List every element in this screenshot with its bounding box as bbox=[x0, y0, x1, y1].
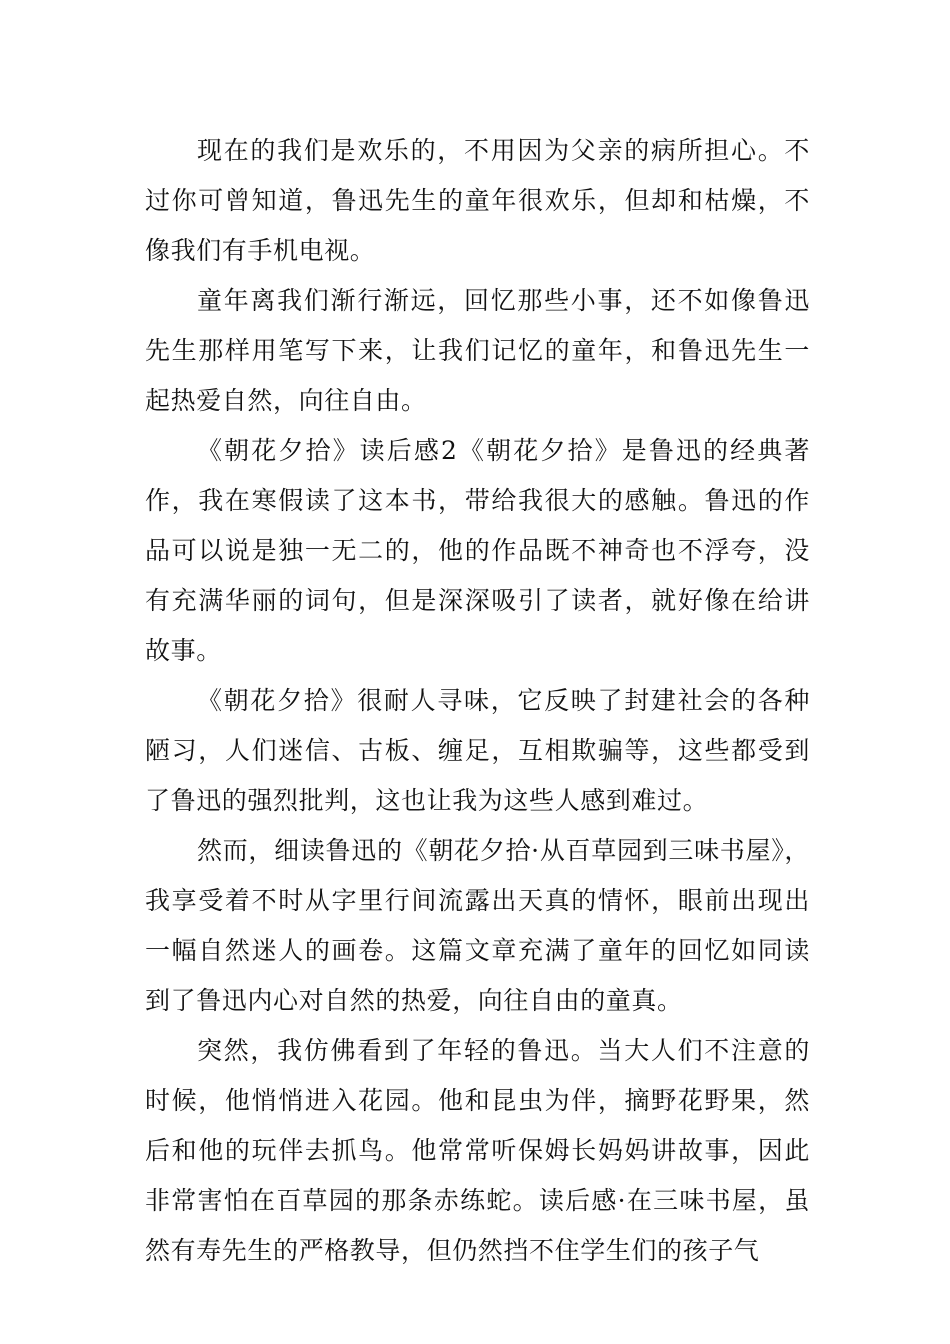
paragraph-1: 现在的我们是欢乐的，不用因为父亲的病所担心。不过你可曾知道，鲁迅先生的童年很欢乐，但却和枯燥，不像我们有手机电视。 bbox=[145, 136, 810, 265]
paragraph-2: 童年离我们渐行渐远，回忆那些小事，还不如像鲁迅先生那样用笔写下来，让我们记忆的童年，和鲁迅先生一起热爱自然，向往自由。 bbox=[145, 286, 810, 415]
paragraph-4: 《朝花夕拾》很耐人寻味，它反映了封建社会的各种陋习，人们迷信、古板、缠足，互相欺骗等，这些都受到了鲁迅的强烈批判，这也让我为这些人感到难过。 bbox=[145, 686, 810, 815]
paragraph-6: 突然，我仿佛看到了年轻的鲁迅。当大人们不注意的时候，他悄悄进入花园。他和昆虫为伴，摘野花野果，然后和他的玩伴去抓鸟。他常常听保姆长妈妈讲故事，因此非常害怕在百草园的那条赤练蛇。读后感·在三味书屋，虽然有寿先生的严格教导，但仍然挡不住学生们的孩子气 bbox=[145, 1036, 810, 1265]
paragraph-5: 然而，细读鲁迅的《朝花夕拾·从百草园到三味书屋》，我享受着不时从字里行间流露出天真的情怀，眼前出现出一幅自然迷人的画卷。这篇文章充满了童年的回忆如同读到了鲁迅内心对自然的热爱，向往自由的童真。 bbox=[145, 836, 810, 1015]
paragraph-3: 《朝花夕拾》读后感2《朝花夕拾》是鲁迅的经典著作，我在寒假读了这本书，带给我很大的感触。鲁迅的作品可以说是独一无二的，他的作品既不神奇也不浮夸，没有充满华丽的词句，但是深深吸引了读者，就好像在给讲故事。 bbox=[145, 436, 810, 665]
document-body bbox=[145, 126, 810, 1276]
